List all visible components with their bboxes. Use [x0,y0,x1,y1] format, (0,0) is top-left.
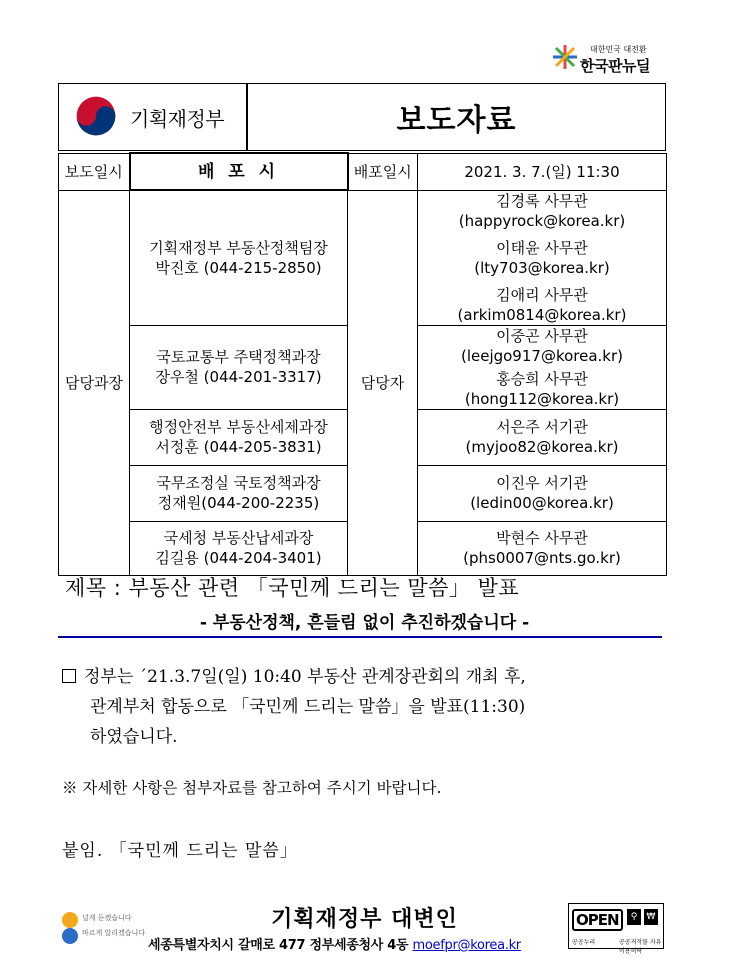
staff-name: 홍승희 사무관 [496,369,588,388]
dept-contact: 김길용 (044-204-3401) [155,549,322,567]
document-subtitle: - 부동산정책, 흔들림 없이 추진하겠습니다 - [199,613,530,633]
contact-table [58,152,667,576]
dept-head-label: 담당과장 [59,190,130,575]
title-rule [58,636,662,638]
table-row [59,190,667,325]
dept-cell [130,521,348,575]
staff-email: (arkim0814@korea.kr) [457,305,627,324]
reference-note: ※ 자세한 사항은 첨부자료를 참고하여 주시기 바랍니다. [62,779,442,797]
dept-name: 행정안전부 부동산세제과장 [149,418,328,436]
korea-logo-big-text: 한국판뉴딜 [580,57,650,75]
slogan-line-1: 널게 듣겠습니다 [82,914,132,922]
open-caption-2: 공공저작물 자유이용허락 [619,939,662,955]
spokesperson-title: 기획재정부 대변인 [271,907,458,932]
moef-logo-name: 기획재정부 [130,107,225,131]
body-paragraph [62,662,672,752]
open-label: OPEN [572,909,623,931]
body-line-2: 관계부처 합동으로 「국민께 드리는 말씀」을 발표(11:30) [90,697,526,717]
dept-contact: 정재원(044-200-2235) [157,494,320,512]
staff-email: (leejgo917@korea.kr) [460,346,624,365]
moef-logo [72,92,237,140]
staff-name: 이태윤 사무관 [496,238,588,257]
address-text: 세종특별자치시 갈매로 477 정부세종청사 4동 [148,938,409,953]
staff-name: 이중곤 사무관 [496,326,588,345]
slogan-line-2: 바르게 알리겠습니다 [82,929,146,937]
staff-cell [418,465,667,521]
staff-label: 담당자 [348,190,418,575]
dept-name: 국무조정실 국토정책과장 [156,474,321,492]
distribution-date-label: 배포일시 [348,153,418,190]
dept-contact: 장우철 (044-201-3317) [155,368,322,386]
staff-cell [418,190,667,325]
dept-cell [130,409,348,465]
dept-name: 국토교통부 주택정책과장 [156,348,321,366]
dept-name: 국세청 부동산납세과장 [163,529,314,547]
taegeuk-emblem-icon [74,94,118,138]
press-release-title: 보도자료 [396,103,517,138]
staff-email: (ledin00@korea.kr) [470,494,614,512]
distribution-date-value: 2021. 3. 7.(일) 11:30 [418,153,667,190]
staff-cell [418,409,667,465]
dept-cell [130,325,348,409]
report-date-value: 배 포 시 [130,153,348,190]
dept-contact: 박진호 (044-215-2850) [155,258,322,277]
body-line-3: 하였습니다. [90,727,178,747]
dept-name: 기획재정부 부동산정책팀장 [149,238,328,257]
staff-name: 이진우 서기관 [496,474,588,492]
email-link[interactable]: moefpr@korea.kr [412,938,521,953]
release-date-row [59,153,667,190]
dept-cell [130,465,348,521]
staff-email: (happyrock@korea.kr) [458,211,626,230]
new-deal-star-icon [552,44,578,70]
report-date-label: 보도일시 [59,153,130,190]
staff-email: (myjoo82@korea.kr) [465,438,619,456]
staff-name: 서은주 서기관 [496,418,588,436]
korea-logo-small-text: 대한민국 대전환 [590,45,647,54]
kogl-open-badge [568,903,664,955]
open-caption-1: 공공누리 [572,939,596,946]
staff-email: (hong112@korea.kr) [464,389,620,408]
attachment-line: 붙임. 「국민께 드리는 말씀」 [62,841,298,861]
bullet-box-icon [62,669,76,683]
dept-cell [130,190,348,325]
korean-new-deal-logo [550,40,670,80]
staff-name: 박현수 사무관 [496,529,588,547]
attribution-icon: ⚲ [627,909,641,925]
address-line [148,934,521,953]
staff-cell [418,521,667,575]
staff-name: 김경록 사무관 [496,191,588,210]
dept-contact: 서정훈 (044-205-3831) [155,438,322,456]
staff-email: (lty703@korea.kr) [474,258,610,277]
staff-email: (phs0007@nts.go.kr) [463,549,621,567]
staff-name: 김애리 사무관 [496,285,588,304]
staff-cell [418,325,667,409]
body-line-1: 정부는 ´21.3.7일(일) 10:40 부동산 관계장관회의 개최 후, [84,667,526,687]
document-title: 제목 : 부동산 관련 「국민께 드리는 말씀」 발표 [65,576,520,600]
noncommercial-icon: ₩ [644,909,658,925]
